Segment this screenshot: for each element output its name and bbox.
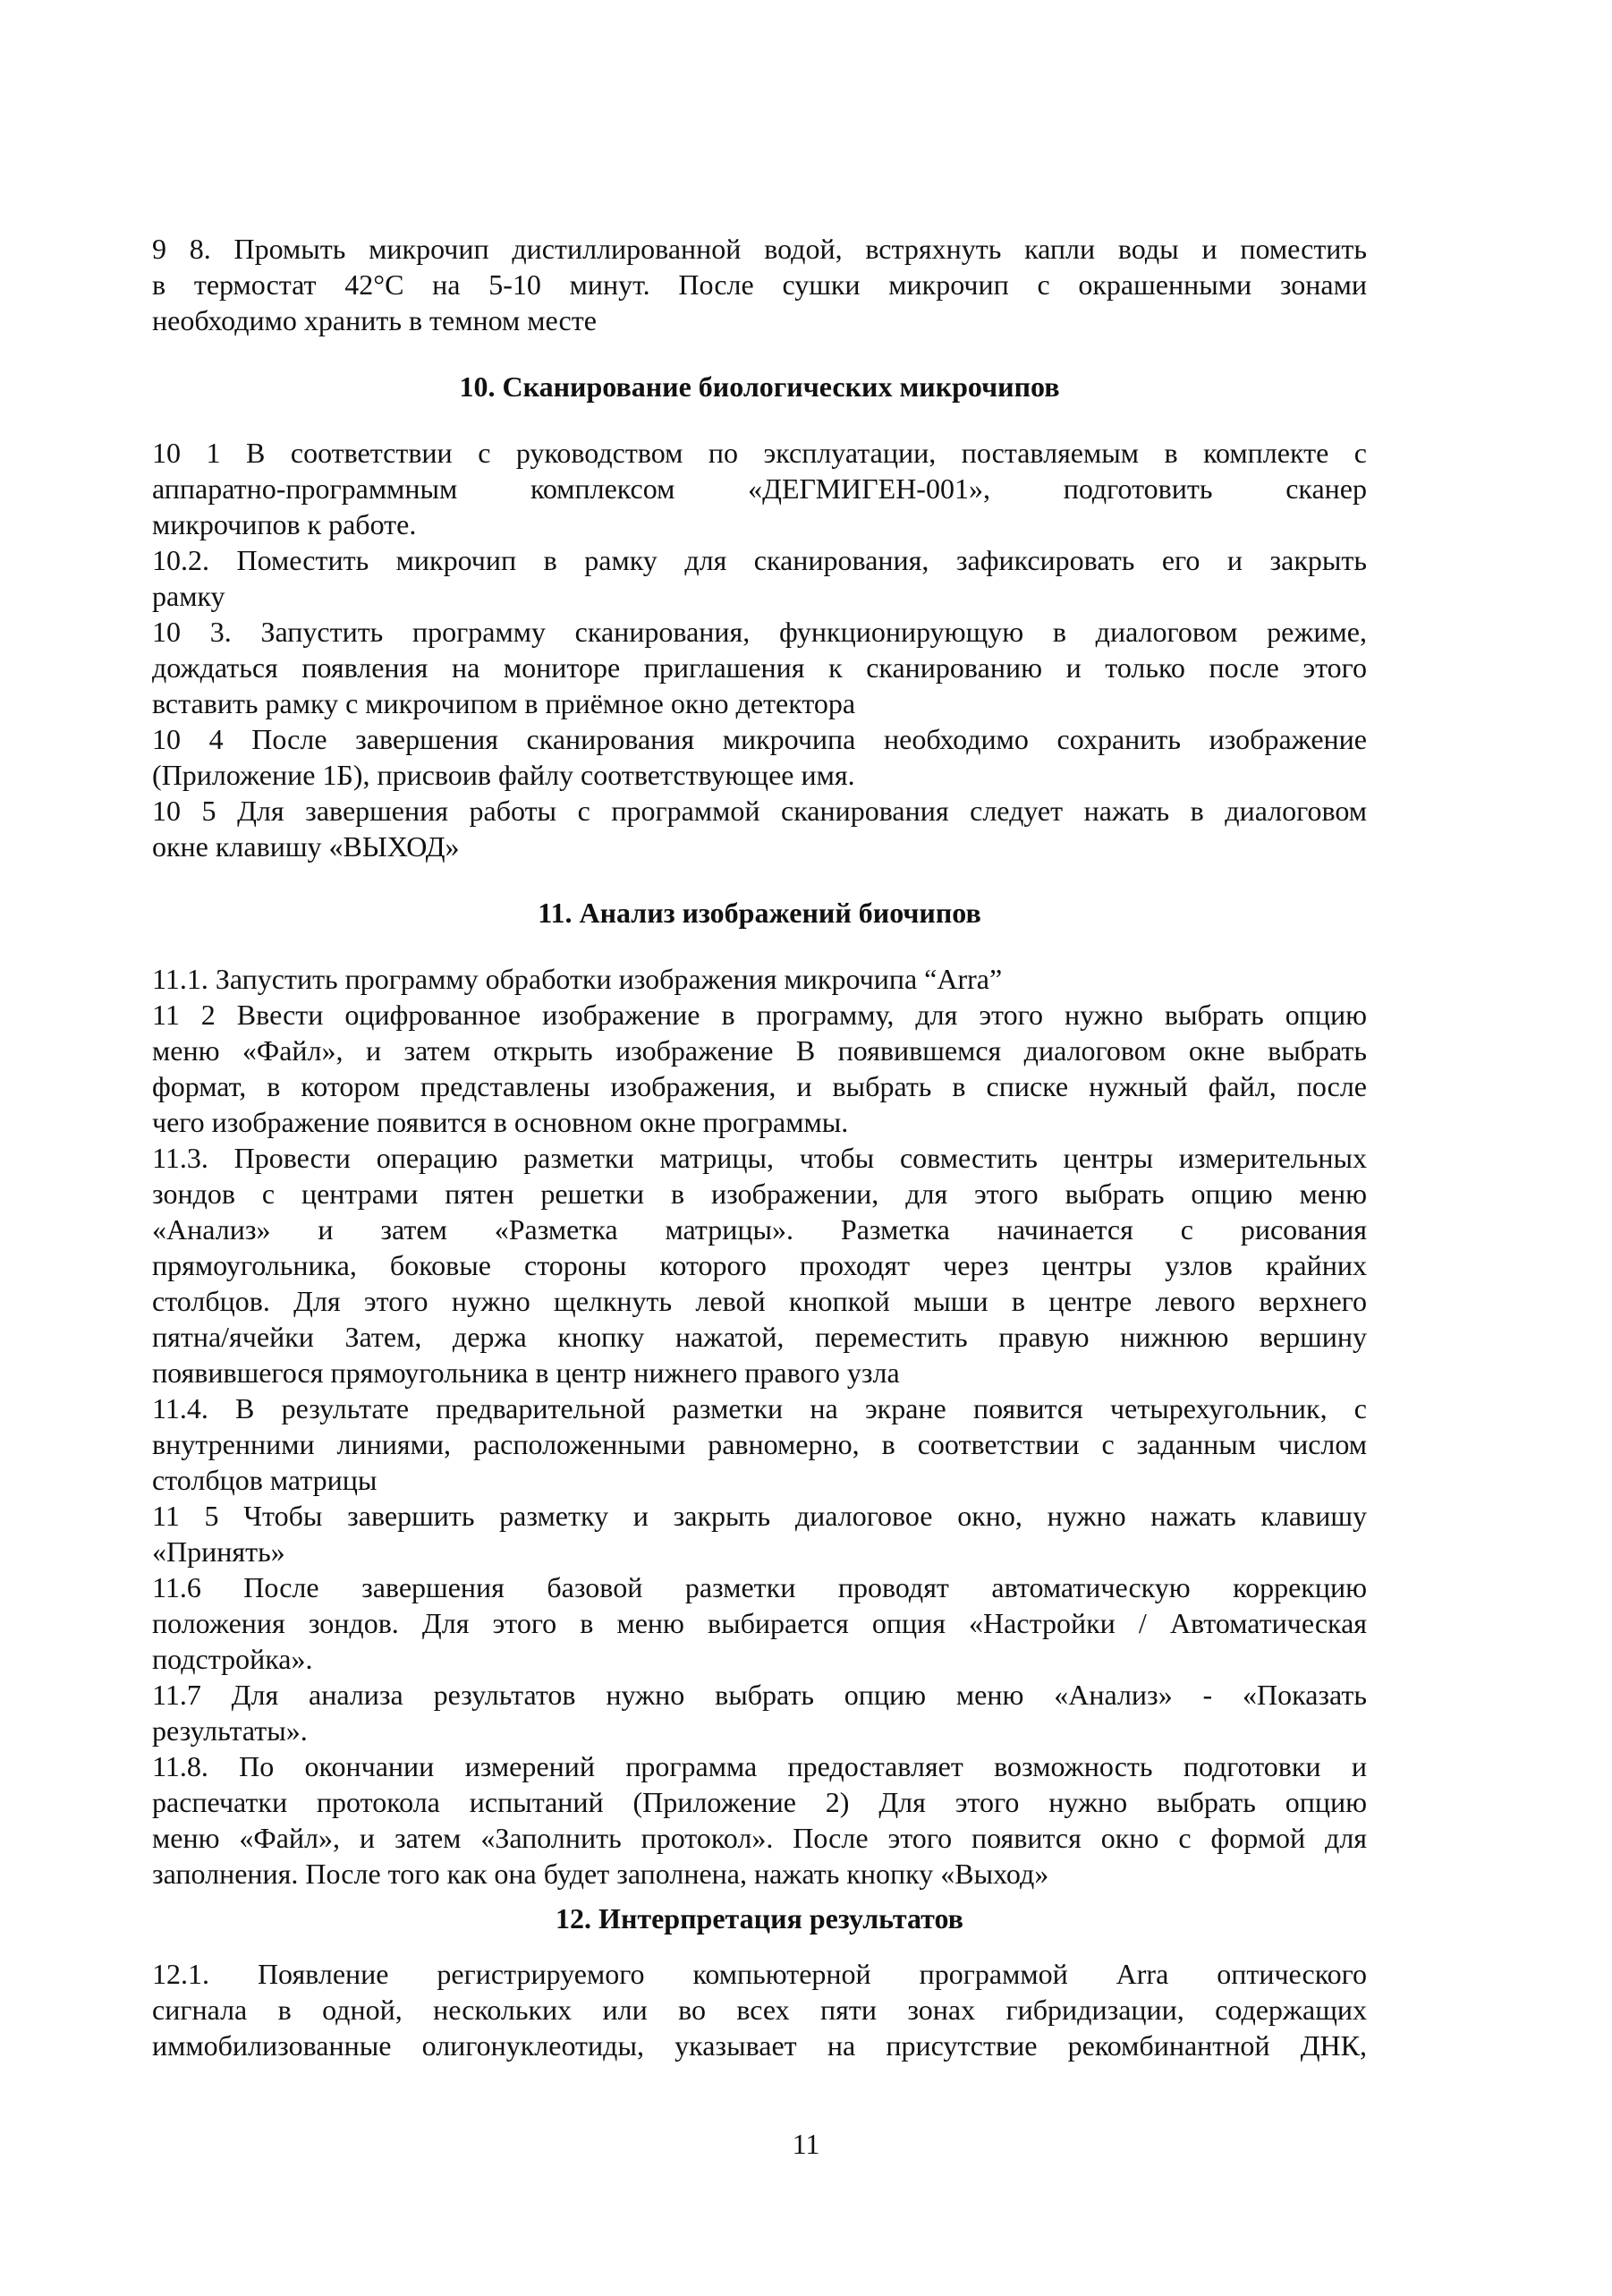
text-line: 11.6 После завершения базовой разметки проводят автоматическую коррекцию [152,1571,1367,1603]
text-line: 11.4. В результате предварительной разметки на экране появится четырехугольник, с [152,1392,1367,1424]
text-line: пятна/ячейки Затем, держа кнопку нажатой, переместить правую нижнюю вершину [152,1321,1367,1353]
paragraph-10-1 [152,435,1367,542]
section-heading-11: 11. Анализ изображений биочипов [538,897,981,929]
paragraph-11-7 [152,1677,1367,1748]
text-line: формат, в котором представлены изображения, и выбрать в списке нужный файл, после [152,1070,1367,1102]
text-line: «Анализ» и затем «Разметка матрицы». Разметка начинается с рисования [152,1213,1367,1246]
text-line: в термостат 42°С на 5-10 минут. После сушки микрочип с окрашенными зонами [152,268,1367,301]
text-line: появившегося прямоугольника в центр нижнего правого узла [152,1356,900,1389]
section-heading-12: 12. Интерпретация результатов [556,1902,963,1935]
text-line: необходимо хранить в темном месте [152,304,597,336]
page-content [152,231,1367,2063]
text-line: аппаратно-программным комплексом «ДЕГМИГЕН-001», подготовить сканер [152,472,1367,505]
text-line: меню «Файл», и затем открыть изображение В появившемся диалоговом окне выбрать [152,1034,1367,1067]
text-line: внутренними линиями, расположенными равномерно, в соответствии с заданным числом [152,1428,1367,1460]
text-line: результаты». [152,1714,308,1747]
text-line: 11 5 Чтобы завершить разметку и закрыть диалоговое окно, нужно нажать клавишу [152,1500,1367,1532]
text-line: 11.7 Для анализа результатов нужно выбрать опцию меню «Анализ» - «Показать [152,1679,1367,1711]
paragraph-11-1 [152,961,1367,997]
text-line: прямоугольника, боковые стороны которого проходят через центры узлов крайних [152,1249,1367,1281]
text-line: 10 5 Для завершения работы с программой сканирования следует нажать в диалоговом [152,795,1367,827]
section-heading-10: 10. Сканирование биологических микрочипов [459,370,1060,403]
paragraph-11-8 [152,1748,1367,1892]
paragraph-10-3 [152,614,1367,721]
text-line: 10 4 После завершения сканирования микрочипа необходимо сохранить изображение [152,723,1367,755]
paragraph-11-5 [152,1498,1367,1569]
paragraph-9-8 [152,231,1367,338]
text-line: 11 2 Ввести оцифрованное изображение в программу, для этого нужно выбрать опцию [152,999,1367,1031]
paragraph-11-4 [152,1390,1367,1498]
text-line: заполнения. После того как она будет заполнена, нажать кнопку «Выход» [152,1858,1049,1890]
paragraph-10-5 [152,793,1367,864]
text-line: положения зондов. Для этого в меню выбирается опция «Настройки / Автоматическая [152,1607,1367,1639]
text-line: рамку [152,580,225,612]
text-line: 11.1. Запустить программу обработки изображения микрочипа “Arra” [152,963,1003,995]
paragraph-11-3 [152,1140,1367,1390]
text-line: дождаться появления на мониторе приглашения к сканированию и только после этого [152,651,1367,684]
text-line: 9 8. Промыть микрочип дистиллированной водой, встряхнуть капли воды и поместить [152,233,1367,265]
text-line: 11.3. Провести операцию разметки матрицы, чтобы совместить центры измерительных [152,1142,1367,1174]
text-line: сигнала в одной, нескольких или во всех пяти зонах гибридизации, содержащих [152,1994,1367,2026]
text-line: 11.8. По окончании измерений программа предоставляет возможность подготовки и [152,1750,1367,1782]
paragraph-11-6 [152,1569,1367,1677]
text-line: микрочипов к работе. [152,508,417,540]
paragraph-11-2 [152,997,1367,1140]
text-line: меню «Файл», и затем «Заполнить протокол». После этого появится окно с формой для [152,1822,1367,1854]
page-number: 11 [792,2128,820,2160]
text-line: распечатки протокола испытаний (Приложение 2) Для этого нужно выбрать опцию [152,1786,1367,1818]
text-line: чего изображение появится в основном окне программы. [152,1106,849,1138]
text-line: 10.2. Поместить микрочип в рамку для сканирования, зафиксировать его и закрыть [152,544,1367,576]
text-line: 12.1. Появление регистрируемого компьютерной программой Arra оптического [152,1958,1367,1990]
text-line: «Принять» [152,1535,285,1568]
paragraph-12-1 [152,1956,1367,2063]
text-line: подстройка». [152,1643,313,1675]
text-line: столбцов матрицы [152,1464,378,1496]
text-line: 10 3. Запустить программу сканирования, функционирующую в диалоговом режиме, [152,616,1367,648]
text-line: столбцов. Для этого нужно щелкнуть левой кнопкой мыши в центре левого верхнего [152,1285,1367,1317]
text-line: иммобилизованные олигонуклеотиды, указывает на присутствие рекомбинантной ДНК, [152,2029,1367,2062]
text-line: (Приложение 1Б), присвоив файлу соответствующее имя. [152,759,855,791]
text-line: 10 1 В соответствии с руководством по эксплуатации, поставляемым в комплекте с [152,437,1367,469]
text-line: зондов с центрами пятен решетки в изображении, для этого выбрать опцию меню [152,1178,1367,1210]
paragraph-10-4 [152,721,1367,793]
text-line: вставить рамку с микрочипом в приёмное окно детектора [152,687,856,719]
paragraph-10-2 [152,542,1367,614]
text-line: окне клавишу «ВЫХОД» [152,830,460,863]
